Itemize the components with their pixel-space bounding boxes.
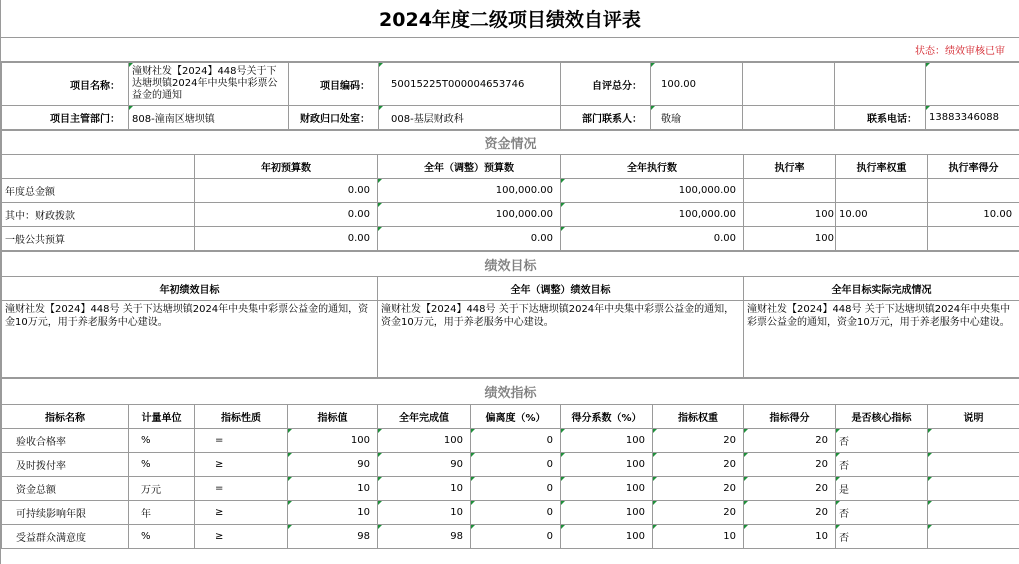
funds-executed[interactable]: 0.00 <box>561 227 744 251</box>
ind-core: 否 <box>836 429 928 453</box>
funds-rate <box>744 179 836 203</box>
goal-adjusted[interactable]: 潼财社发【2024】448号 关于下达塘坝镇2024年中央集中彩票公益金的通知，资金10万元，用于养老服务中心建设。 <box>378 301 744 378</box>
funds-adjusted: 100,000.00 <box>378 203 561 227</box>
ind-deviation: 0 <box>471 429 561 453</box>
ind-weight: 10 <box>653 525 744 549</box>
funds-header: 执行率 <box>744 155 836 179</box>
goals-header: 全年目标实际完成情况 <box>744 277 1019 301</box>
finance-label: 财政归口处室： <box>289 106 379 130</box>
ind-name: 及时拨付率 <box>2 453 129 477</box>
funds-weight: 10.00 <box>836 203 928 227</box>
funds-header-row <box>2 155 1019 179</box>
funds-rate: 100 <box>744 203 836 227</box>
ind-nature: = <box>195 429 288 453</box>
project-name-label: 项目名称： <box>2 63 129 106</box>
ind-actual[interactable]: 100 <box>378 429 471 453</box>
ind-note[interactable] <box>928 501 1019 525</box>
funds-table <box>1 130 1019 251</box>
contact-label: 部门联系人： <box>561 106 651 130</box>
ind-score: 10 <box>744 525 836 549</box>
project-code-value[interactable]: 50015225T000004653746 <box>379 63 561 106</box>
funds-row-name: 一般公共预算 <box>2 227 195 251</box>
ind-score: 20 <box>744 477 836 501</box>
ind-deviation: 0 <box>471 477 561 501</box>
goals-header: 全年（调整）绩效目标 <box>378 277 744 301</box>
status-row <box>1 38 1019 62</box>
indicator-row <box>2 501 1019 525</box>
ind-header: 全年完成值 <box>378 405 471 429</box>
ind-score: 20 <box>744 453 836 477</box>
project-name-value[interactable]: 潼财社发【2024】448号关于下达塘坝镇2024年中央集中彩票公益金的通知 <box>129 63 289 106</box>
project-info-table <box>1 62 1019 130</box>
funds-row <box>2 227 1019 251</box>
ind-name: 验收合格率 <box>2 429 129 453</box>
ind-unit: % <box>129 525 195 549</box>
ind-score: 20 <box>744 501 836 525</box>
ind-score: 20 <box>744 429 836 453</box>
empty-cell <box>743 63 835 106</box>
ind-core: 否 <box>836 453 928 477</box>
funds-score: 10.00 <box>928 203 1019 227</box>
ind-unit: 万元 <box>129 477 195 501</box>
funds-executed[interactable]: 100,000.00 <box>561 203 744 227</box>
dept-value[interactable]: 808-潼南区塘坝镇 <box>129 106 289 130</box>
ind-coef: 100 <box>561 501 653 525</box>
ind-deviation: 0 <box>471 453 561 477</box>
ind-coef: 100 <box>561 477 653 501</box>
funds-row <box>2 203 1019 227</box>
ind-header: 指标名称 <box>2 405 129 429</box>
ind-core: 是 <box>836 477 928 501</box>
ind-note[interactable] <box>928 429 1019 453</box>
ind-header: 是否核心指标 <box>836 405 928 429</box>
status-text: 状态：绩效审核已审 <box>915 46 1005 57</box>
ind-coef: 100 <box>561 453 653 477</box>
ind-deviation: 0 <box>471 525 561 549</box>
ind-coef: 100 <box>561 525 653 549</box>
ind-weight: 20 <box>653 477 744 501</box>
finance-value[interactable]: 008-基层财政科 <box>379 106 561 130</box>
goal-actual[interactable]: 潼财社发【2024】448号 关于下达塘坝镇2024年中央集中彩票公益金的通知，资金10万元，用于养老服务中心建设。 <box>744 301 1019 378</box>
funds-executed[interactable]: 100,000.00 <box>561 179 744 203</box>
ind-core: 否 <box>836 501 928 525</box>
ind-unit: 年 <box>129 501 195 525</box>
ind-note[interactable] <box>928 477 1019 501</box>
indicators-header-row <box>2 405 1019 429</box>
ind-target: 90 <box>288 453 378 477</box>
ind-note[interactable] <box>928 453 1019 477</box>
phone-value[interactable]: 13883346088 <box>926 106 1019 130</box>
ind-header: 指标性质 <box>195 405 288 429</box>
funds-section-title: 资金情况 <box>2 131 1019 155</box>
ind-weight: 20 <box>653 429 744 453</box>
ind-coef: 100 <box>561 429 653 453</box>
goals-header-row <box>2 277 1019 301</box>
score-value[interactable]: 100.00 <box>651 63 743 106</box>
sheet-title: 2024年度二级项目绩效自评表 <box>1 0 1019 38</box>
funds-header: 全年执行数 <box>561 155 744 179</box>
ind-note[interactable] <box>928 525 1019 549</box>
ind-header: 指标得分 <box>744 405 836 429</box>
ind-weight: 20 <box>653 453 744 477</box>
ind-target: 100 <box>288 429 378 453</box>
goal-initial[interactable]: 潼财社发【2024】448号 关于下达塘坝镇2024年中央集中彩票公益金的通知，资金10万元，用于养老服务中心建设。 <box>2 301 378 378</box>
ind-header: 指标权重 <box>653 405 744 429</box>
funds-score <box>928 179 1019 203</box>
ind-actual[interactable]: 98 <box>378 525 471 549</box>
indicators-section-title: 绩效指标 <box>2 379 1019 405</box>
ind-core: 否 <box>836 525 928 549</box>
empty-cell <box>835 63 926 106</box>
goals-header: 年初绩效目标 <box>2 277 378 301</box>
ind-unit: % <box>129 429 195 453</box>
project-code-label: 项目编码： <box>289 63 379 106</box>
ind-header: 偏离度（%） <box>471 405 561 429</box>
funds-adjusted: 100,000.00 <box>378 179 561 203</box>
funds-row <box>2 179 1019 203</box>
ind-weight: 20 <box>653 501 744 525</box>
funds-row-name: 年度总金额 <box>2 179 195 203</box>
indicator-row <box>2 429 1019 453</box>
funds-header-empty <box>2 155 195 179</box>
funds-weight <box>836 227 928 251</box>
ind-header: 计量单位 <box>129 405 195 429</box>
ind-target: 10 <box>288 477 378 501</box>
ind-target: 98 <box>288 525 378 549</box>
ind-nature: ≥ <box>195 501 288 525</box>
funds-initial: 0.00 <box>195 179 378 203</box>
ind-target: 10 <box>288 501 378 525</box>
ind-unit: % <box>129 453 195 477</box>
goals-table <box>1 251 1019 378</box>
ind-nature: = <box>195 477 288 501</box>
funds-rate: 100 <box>744 227 836 251</box>
ind-header: 得分系数（%） <box>561 405 653 429</box>
ind-actual[interactable]: 10 <box>378 501 471 525</box>
contact-value[interactable]: 敬瑜 <box>651 106 743 130</box>
funds-adjusted: 0.00 <box>378 227 561 251</box>
score-label: 自评总分： <box>561 63 651 106</box>
indicator-row <box>2 477 1019 501</box>
ind-nature: ≥ <box>195 525 288 549</box>
ind-actual[interactable]: 90 <box>378 453 471 477</box>
funds-header: 执行率权重 <box>836 155 928 179</box>
funds-header: 全年（调整）预算数 <box>378 155 561 179</box>
goals-section-title: 绩效目标 <box>2 252 1019 277</box>
funds-header: 年初预算数 <box>195 155 378 179</box>
dept-label: 项目主管部门： <box>2 106 129 130</box>
funds-score <box>928 227 1019 251</box>
ind-header: 说明 <box>928 405 1019 429</box>
ind-nature: ≥ <box>195 453 288 477</box>
funds-initial: 0.00 <box>195 203 378 227</box>
ind-actual[interactable]: 10 <box>378 477 471 501</box>
funds-header: 执行率得分 <box>928 155 1019 179</box>
ind-name: 资金总额 <box>2 477 129 501</box>
ind-deviation: 0 <box>471 501 561 525</box>
empty-cell <box>926 63 1019 106</box>
empty-cell <box>743 106 835 130</box>
indicator-row <box>2 525 1019 549</box>
funds-initial: 0.00 <box>195 227 378 251</box>
phone-label: 联系电话： <box>835 106 926 130</box>
indicator-row <box>2 453 1019 477</box>
ind-header: 指标值 <box>288 405 378 429</box>
funds-weight <box>836 179 928 203</box>
funds-row-name: 其中：财政拨款 <box>2 203 195 227</box>
ind-name: 受益群众满意度 <box>2 525 129 549</box>
indicators-table <box>1 378 1019 549</box>
ind-name: 可持续影响年限 <box>2 501 129 525</box>
